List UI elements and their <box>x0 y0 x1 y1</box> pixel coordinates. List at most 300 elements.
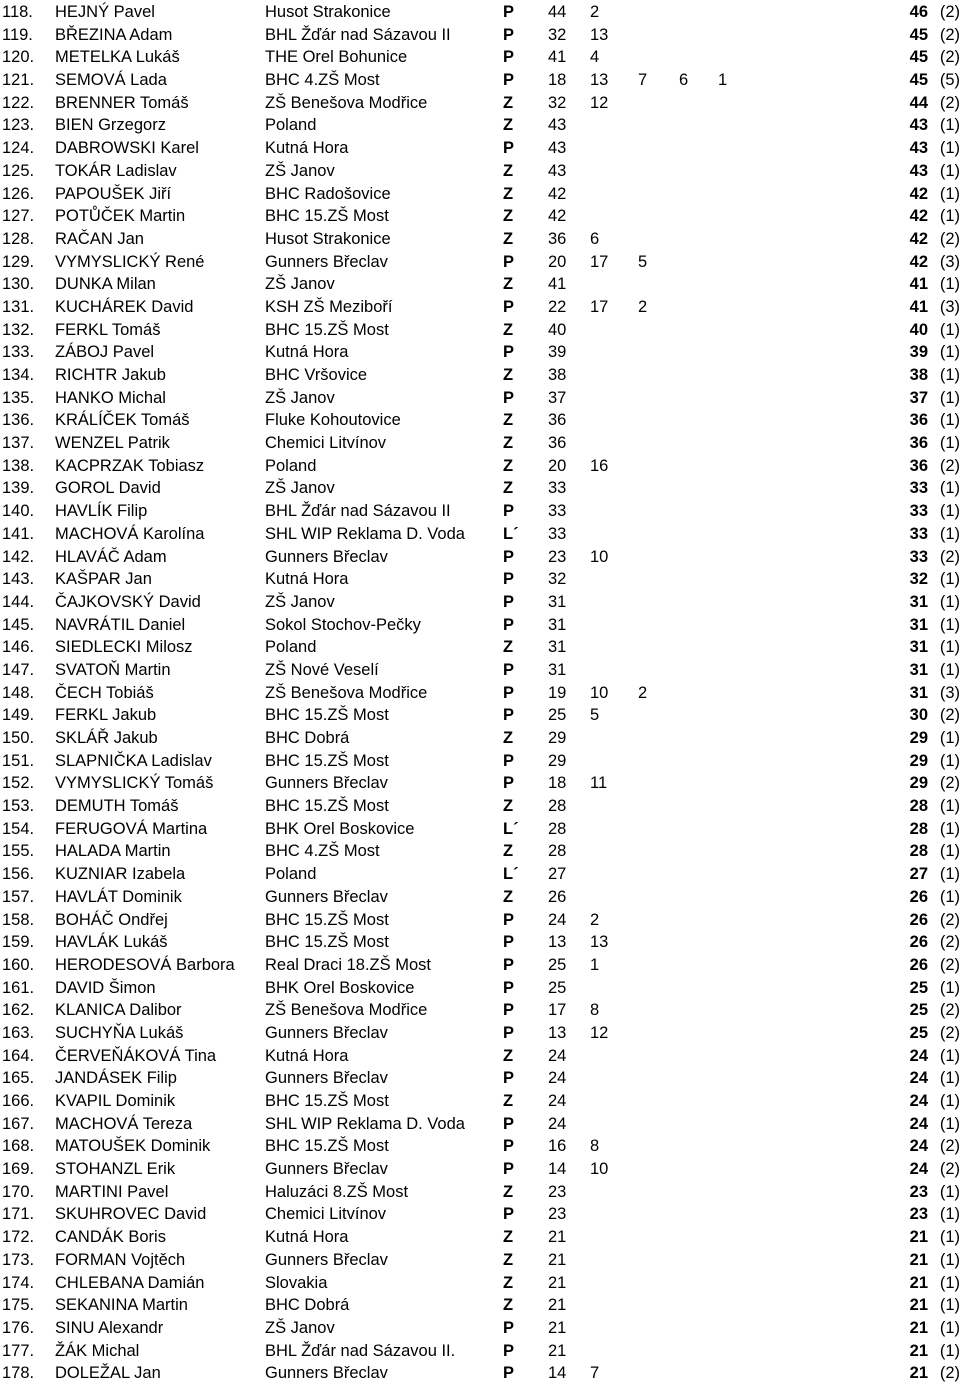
category: Z <box>503 207 514 226</box>
table-row <box>0 772 960 795</box>
player-name: CANDÁK Boris <box>55 1228 166 1247</box>
player-name: RICHTR Jakub <box>55 366 166 384</box>
category: P <box>503 1069 515 1088</box>
table-row <box>0 364 960 387</box>
rank: 128. <box>2 229 35 248</box>
category: Z <box>503 93 514 112</box>
table-row <box>0 137 960 160</box>
player-name: SUCHYŇA Lukáš <box>55 1023 184 1042</box>
player-name: MACHOVÁ Karolína <box>55 524 205 543</box>
table-row <box>0 886 960 909</box>
tournament-count: (1) <box>939 366 960 384</box>
player-name: DOLEŽAL Jan <box>55 1364 161 1383</box>
club-name: Gunners Břeclav <box>265 1160 388 1179</box>
table-row <box>0 409 960 432</box>
table-row <box>0 477 960 500</box>
club-name: Gunners Břeclav <box>265 1023 388 1042</box>
score-2: 16 <box>590 456 609 475</box>
table-row <box>0 818 960 841</box>
club-name: Poland <box>265 638 317 657</box>
score-3: 2 <box>638 683 648 702</box>
table-row <box>0 682 960 705</box>
club-name: BHK Orel Boskovice <box>265 819 415 838</box>
tournament-count: (1) <box>939 660 960 679</box>
tournament-count: (1) <box>939 434 960 453</box>
total-score: 27 <box>909 865 928 884</box>
rank: 135. <box>2 388 35 407</box>
club-name: BHC 15.ZŠ Most <box>265 751 389 770</box>
player-name: GOROL David <box>55 479 161 498</box>
tournament-count: (1) <box>939 1296 960 1315</box>
tournament-count: (1) <box>939 320 960 339</box>
total-score: 31 <box>909 683 928 702</box>
club-name: THE Orel Bohunice <box>265 48 408 67</box>
player-name: SEKANINA Martin <box>55 1296 188 1315</box>
category: P <box>503 1137 515 1156</box>
club-name: BHC 15.ZŠ Most <box>265 910 389 929</box>
score-1: 43 <box>548 139 567 158</box>
table-row <box>0 840 960 863</box>
rank: 171. <box>2 1205 35 1224</box>
score-1: 25 <box>548 955 567 974</box>
score-1: 39 <box>548 343 567 362</box>
rank: 126. <box>2 184 35 203</box>
category: P <box>503 1341 515 1360</box>
score-2: 1 <box>590 955 600 974</box>
score-2: 17 <box>590 252 609 271</box>
table-row <box>0 1113 960 1136</box>
player-name: SVATOŇ Martin <box>55 660 171 679</box>
category: P <box>503 751 515 770</box>
total-score: 25 <box>909 1023 928 1042</box>
total-score: 45 <box>909 25 928 44</box>
total-score: 43 <box>909 116 928 135</box>
player-name: VYMYSLICKÝ Tomáš <box>55 774 214 793</box>
score-1: 40 <box>548 320 567 339</box>
score-1: 41 <box>548 48 567 67</box>
player-name: FORMAN Vojtěch <box>55 1250 186 1269</box>
score-1: 16 <box>548 1137 567 1156</box>
player-name: TOKÁR Ladislav <box>55 161 177 180</box>
tournament-count: (1) <box>939 1046 960 1065</box>
tournament-count: (2) <box>939 1160 960 1179</box>
rank: 129. <box>2 252 35 271</box>
category: Z <box>503 479 514 498</box>
total-score: 28 <box>909 797 928 816</box>
score-2: 10 <box>590 1160 609 1179</box>
player-name: SKLÁŘ Jakub <box>55 729 158 747</box>
category: Z <box>503 320 514 339</box>
rank: 167. <box>2 1114 35 1133</box>
rank: 125. <box>2 161 35 180</box>
total-score: 25 <box>909 1001 928 1020</box>
category: P <box>503 25 515 44</box>
total-score: 40 <box>909 320 928 339</box>
rank: 156. <box>2 865 35 884</box>
score-1: 32 <box>548 25 567 44</box>
table-row <box>0 546 960 569</box>
tournament-count: (1) <box>939 502 960 521</box>
tournament-count: (2) <box>939 706 960 725</box>
score-1: 21 <box>548 1273 567 1292</box>
rank: 172. <box>2 1228 35 1247</box>
category: P <box>503 388 515 407</box>
total-score: 37 <box>909 388 928 407</box>
table-row <box>0 92 960 115</box>
player-name: WENZEL Patrik <box>55 434 170 453</box>
category: Z <box>503 411 514 430</box>
table-row <box>0 1294 960 1317</box>
table-row <box>0 1158 960 1181</box>
rank: 147. <box>2 660 35 679</box>
category: Z <box>503 1046 514 1065</box>
table-row <box>0 500 960 523</box>
total-score: 31 <box>909 660 928 679</box>
club-name: BHC Radošovice <box>265 184 391 203</box>
table-row <box>0 931 960 954</box>
rank: 152. <box>2 774 35 793</box>
tournament-count: (1) <box>939 797 960 816</box>
table-row <box>0 1203 960 1226</box>
category: Z <box>503 229 514 248</box>
total-score: 26 <box>909 910 928 929</box>
player-name: ZÁBOJ Pavel <box>55 343 155 362</box>
player-name: KLANICA Dalibor <box>55 1001 182 1020</box>
total-score: 36 <box>909 456 928 475</box>
player-name: BŘEZINA Adam <box>55 25 173 44</box>
player-name: BIEN Grzegorz <box>55 116 166 135</box>
club-name: ZŠ Janov <box>265 1318 335 1337</box>
table-row <box>0 1226 960 1249</box>
tournament-count: (1) <box>939 1341 960 1360</box>
tournament-count: (5) <box>939 71 960 90</box>
category: P <box>503 343 515 362</box>
rank: 123. <box>2 116 35 135</box>
score-1: 21 <box>548 1341 567 1360</box>
score-2: 10 <box>590 547 609 566</box>
tournament-count: (1) <box>939 751 960 770</box>
score-1: 21 <box>548 1318 567 1337</box>
category: P <box>503 660 515 679</box>
rank: 175. <box>2 1296 35 1315</box>
tournament-count: (1) <box>939 116 960 135</box>
score-1: 24 <box>548 1069 567 1088</box>
rank: 158. <box>2 910 35 929</box>
player-name: ČAJKOVSKÝ David <box>55 592 201 611</box>
player-name: DEMUTH Tomáš <box>55 797 179 816</box>
category: P <box>503 3 515 21</box>
rank: 130. <box>2 275 35 294</box>
score-1: 23 <box>548 547 567 566</box>
total-score: 21 <box>909 1318 928 1337</box>
category: P <box>503 1023 515 1042</box>
rank: 176. <box>2 1318 35 1337</box>
total-score: 23 <box>909 1182 928 1201</box>
club-name: BHC 15.ZŠ Most <box>265 1137 389 1156</box>
score-3: 7 <box>638 71 648 90</box>
rank: 136. <box>2 411 35 430</box>
total-score: 28 <box>909 819 928 838</box>
total-score: 21 <box>909 1273 928 1292</box>
score-2: 10 <box>590 683 609 702</box>
player-name: POTŮČEK Martin <box>55 207 186 226</box>
tournament-count: (1) <box>939 1114 960 1133</box>
score-1: 20 <box>548 252 567 271</box>
tournament-count: (2) <box>939 910 960 929</box>
results-list <box>0 1 960 1385</box>
table-row <box>0 24 960 47</box>
table-row <box>0 1181 960 1204</box>
score-1: 24 <box>548 1114 567 1133</box>
table-row <box>0 432 960 455</box>
table-row <box>0 160 960 183</box>
tournament-count: (1) <box>939 638 960 657</box>
total-score: 24 <box>909 1137 928 1156</box>
rank: 145. <box>2 615 35 634</box>
tournament-count: (1) <box>939 1228 960 1247</box>
rank: 119. <box>2 25 33 44</box>
score-2: 7 <box>590 1364 600 1383</box>
club-name: Kutná Hora <box>265 1228 349 1247</box>
tournament-count: (1) <box>939 388 960 407</box>
total-score: 32 <box>909 570 928 589</box>
category: P <box>503 1160 515 1179</box>
tournament-count: (2) <box>939 25 960 44</box>
table-row <box>0 1317 960 1340</box>
club-name: BHL Žďár nad Sázavou II <box>265 25 451 44</box>
player-name: HANKO Michal <box>55 388 166 407</box>
player-name: ČECH Tobiáš <box>55 683 154 702</box>
score-1: 18 <box>548 774 567 793</box>
total-score: 29 <box>909 774 928 793</box>
score-3: 2 <box>638 297 648 316</box>
rank: 134. <box>2 366 35 384</box>
rank: 164. <box>2 1046 35 1065</box>
score-1: 13 <box>548 1023 567 1042</box>
category: Z <box>503 1228 514 1247</box>
rank: 161. <box>2 978 35 997</box>
club-name: ZŠ Benešova Modřice <box>265 1001 428 1020</box>
tournament-count: (1) <box>939 139 960 158</box>
total-score: 41 <box>909 275 928 294</box>
tournament-count: (2) <box>939 933 960 952</box>
player-name: KAŠPAR Jan <box>55 570 152 589</box>
rank: 154. <box>2 819 35 838</box>
category: Z <box>503 729 514 747</box>
tournament-count: (1) <box>939 275 960 294</box>
score-1: 44 <box>548 3 567 21</box>
tournament-count: (1) <box>939 615 960 634</box>
table-row <box>0 659 960 682</box>
total-score: 31 <box>909 592 928 611</box>
player-name: DABROWSKI Karel <box>55 139 199 158</box>
rank: 118. <box>2 3 33 21</box>
player-name: HEJNÝ Pavel <box>55 3 155 21</box>
total-score: 31 <box>909 638 928 657</box>
table-row <box>0 977 960 1000</box>
club-name: Kutná Hora <box>265 1046 349 1065</box>
tournament-count: (2) <box>939 456 960 475</box>
table-row <box>0 1067 960 1090</box>
score-2: 8 <box>590 1137 600 1156</box>
score-1: 28 <box>548 819 567 838</box>
score-2: 2 <box>590 3 600 21</box>
tournament-count: (2) <box>939 93 960 112</box>
score-1: 43 <box>548 116 567 135</box>
player-name: KRÁLÍČEK Tomáš <box>55 411 190 430</box>
table-row <box>0 1135 960 1158</box>
club-name: Kutná Hora <box>265 139 349 158</box>
club-name: Kutná Hora <box>265 570 349 589</box>
category: Z <box>503 1250 514 1269</box>
score-1: 19 <box>548 683 567 702</box>
rank: 146. <box>2 638 35 657</box>
tournament-count: (1) <box>939 161 960 180</box>
table-row <box>0 909 960 932</box>
player-name: KVAPIL Dominik <box>55 1092 176 1110</box>
tournament-count: (2) <box>939 1364 960 1383</box>
tournament-count: (2) <box>939 48 960 67</box>
club-name: ZŠ Benešova Modřice <box>265 93 428 112</box>
rank: 159. <box>2 933 35 952</box>
score-1: 23 <box>548 1205 567 1224</box>
category: Z <box>503 842 514 861</box>
rank: 138. <box>2 456 35 475</box>
club-name: BHC Dobrá <box>265 1296 350 1315</box>
score-1: 33 <box>548 524 567 543</box>
table-row <box>0 69 960 92</box>
tournament-count: (1) <box>939 184 960 203</box>
score-1: 23 <box>548 1182 567 1201</box>
club-name: Poland <box>265 116 317 135</box>
club-name: ZŠ Janov <box>265 388 335 407</box>
player-name: FERKL Jakub <box>55 706 157 725</box>
player-name: BOHÁČ Ondřej <box>55 910 168 929</box>
score-2: 12 <box>590 1023 609 1042</box>
player-name: BRENNER Tomáš <box>55 93 189 112</box>
player-name: HAVLÁT Dominik <box>55 887 182 906</box>
category: Z <box>503 116 514 135</box>
player-name: HLAVÁČ Adam <box>55 547 167 566</box>
rank: 122. <box>2 93 35 112</box>
player-name: SIEDLECKI Milosz <box>55 638 193 657</box>
score-2: 12 <box>590 93 609 112</box>
table-row <box>0 228 960 251</box>
tournament-count: (1) <box>939 1273 960 1292</box>
table-row <box>0 1340 960 1363</box>
rank: 168. <box>2 1137 35 1156</box>
score-1: 20 <box>548 456 567 475</box>
rank: 127. <box>2 207 35 226</box>
category: L´ <box>503 819 519 838</box>
total-score: 43 <box>909 161 928 180</box>
category: P <box>503 1318 515 1337</box>
tournament-count: (3) <box>939 252 960 271</box>
rank: 148. <box>2 683 35 702</box>
score-1: 31 <box>548 660 567 679</box>
tournament-count: (2) <box>939 1001 960 1020</box>
category: Z <box>503 1182 514 1201</box>
club-name: BHC 4.ZŠ Most <box>265 71 380 90</box>
club-name: BHC Dobrá <box>265 729 350 747</box>
club-name: BHC 15.ZŠ Most <box>265 933 389 952</box>
category: P <box>503 955 515 974</box>
total-score: 42 <box>909 184 928 203</box>
club-name: ZŠ Janov <box>265 592 335 611</box>
score-2: 13 <box>590 933 609 952</box>
tournament-count: (1) <box>939 1205 960 1224</box>
rank: 178. <box>2 1364 35 1383</box>
category: Z <box>503 161 514 180</box>
total-score: 24 <box>909 1114 928 1133</box>
player-name: PAPOUŠEK Jiří <box>55 184 172 203</box>
club-name: Fluke Kohoutovice <box>265 411 401 430</box>
total-score: 24 <box>909 1046 928 1065</box>
rank: 170. <box>2 1182 35 1201</box>
tournament-count: (2) <box>939 229 960 248</box>
score-1: 42 <box>548 207 567 226</box>
tournament-count: (1) <box>939 1250 960 1269</box>
category: P <box>503 978 515 997</box>
table-row <box>0 795 960 818</box>
club-name: BHK Orel Boskovice <box>265 978 415 997</box>
rank: 166. <box>2 1092 35 1110</box>
player-name: ČERVEŇÁKOVÁ Tina <box>55 1046 217 1065</box>
total-score: 31 <box>909 615 928 634</box>
table-row <box>0 750 960 773</box>
club-name: BHC 15.ZŠ Most <box>265 706 389 725</box>
tournament-count: (2) <box>939 1137 960 1156</box>
category: P <box>503 252 515 271</box>
table-row <box>0 954 960 977</box>
score-1: 25 <box>548 706 567 725</box>
score-1: 18 <box>548 71 567 90</box>
score-2: 2 <box>590 910 600 929</box>
tournament-count: (1) <box>939 1092 960 1110</box>
category: Z <box>503 434 514 453</box>
player-name: HALADA Martin <box>55 842 171 861</box>
score-1: 29 <box>548 729 567 747</box>
score-2: 13 <box>590 71 609 90</box>
club-name: Chemici Litvínov <box>265 1205 387 1224</box>
total-score: 29 <box>909 751 928 770</box>
player-name: SKUHROVEC David <box>55 1205 207 1224</box>
player-name: KACPRZAK Tobiasz <box>55 456 205 475</box>
category: Z <box>503 275 514 294</box>
rank: 173. <box>2 1250 35 1269</box>
player-name: FERKL Tomáš <box>55 320 161 339</box>
rank: 163. <box>2 1023 35 1042</box>
score-1: 21 <box>548 1228 567 1247</box>
player-name: MATOUŠEK Dominik <box>55 1137 211 1156</box>
total-score: 36 <box>909 434 928 453</box>
category: Z <box>503 1273 514 1292</box>
score-1: 28 <box>548 797 567 816</box>
tournament-count: (1) <box>939 842 960 861</box>
tournament-count: (1) <box>939 570 960 589</box>
club-name: SHL WIP Reklama D. Voda <box>265 1114 465 1133</box>
category: P <box>503 933 515 952</box>
club-name: ZŠ Nové Veselí <box>265 660 379 679</box>
total-score: 28 <box>909 842 928 861</box>
category: P <box>503 683 515 702</box>
club-name: BHC 15.ZŠ Most <box>265 207 389 226</box>
score-1: 42 <box>548 184 567 203</box>
category: P <box>503 592 515 611</box>
score-1: 13 <box>548 933 567 952</box>
total-score: 23 <box>909 1205 928 1224</box>
score-1: 27 <box>548 865 567 884</box>
